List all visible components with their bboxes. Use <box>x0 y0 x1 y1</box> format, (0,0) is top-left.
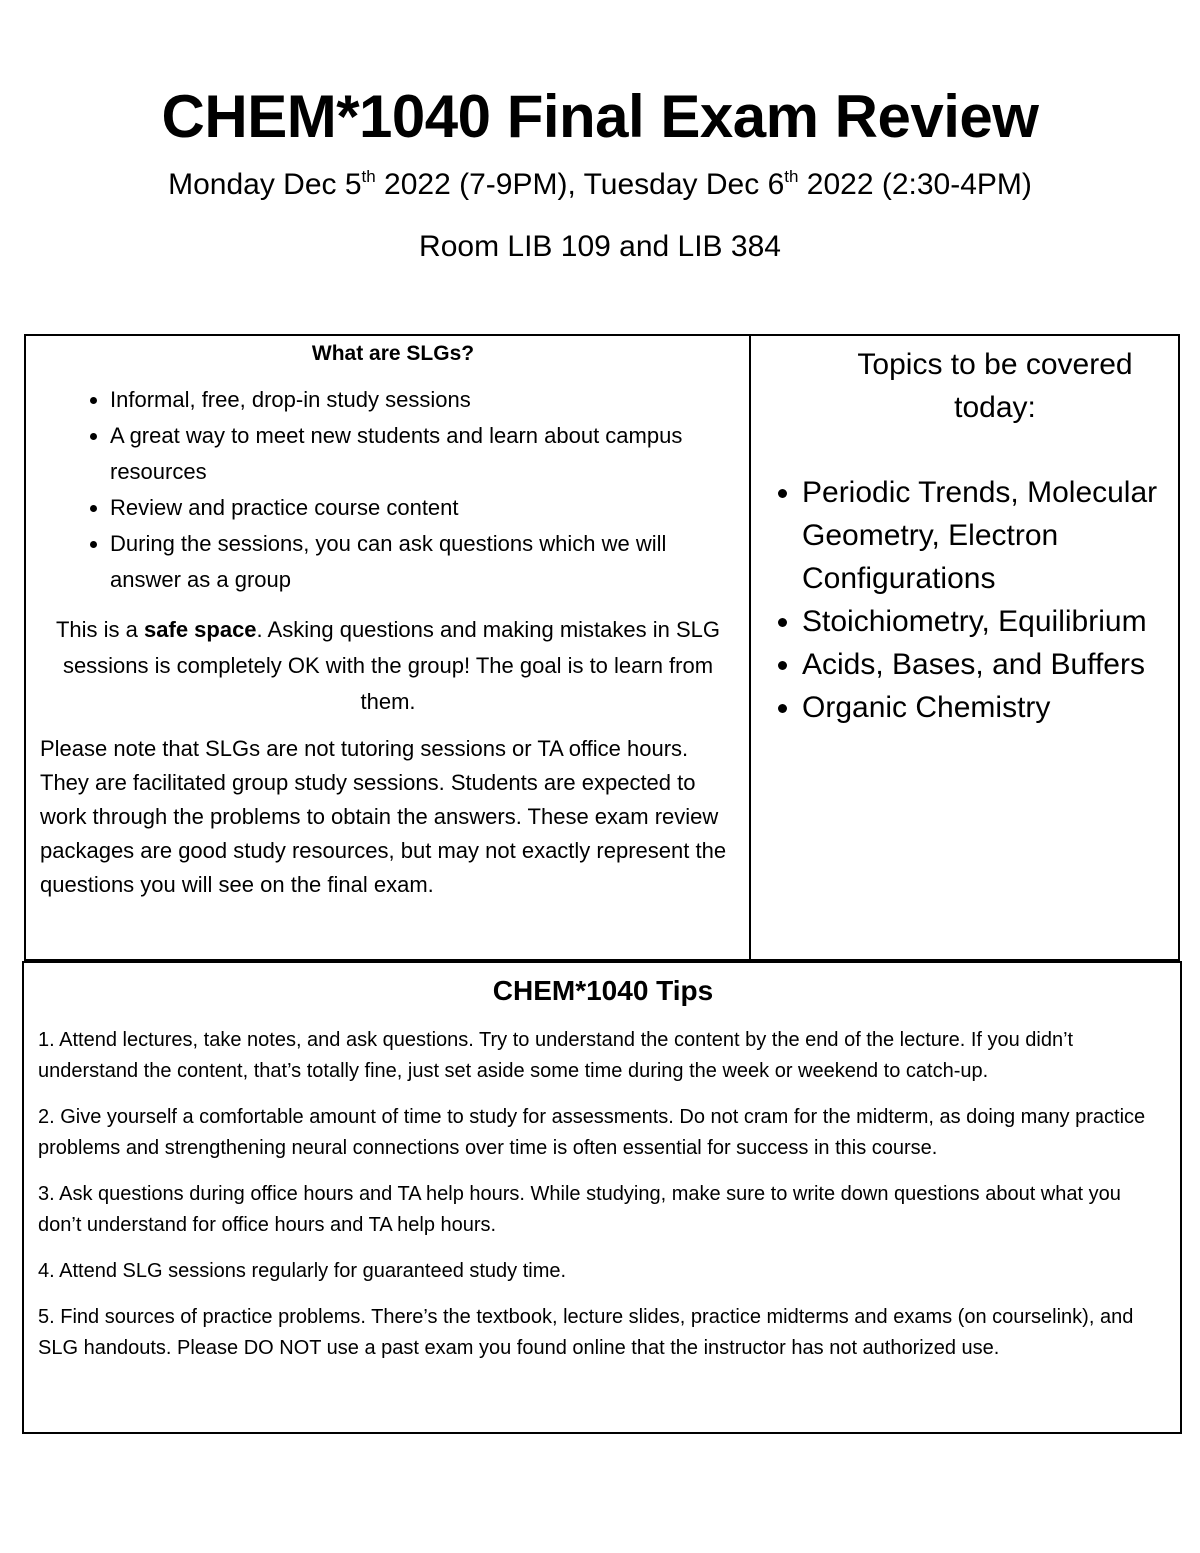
topics-list <box>760 471 1170 729</box>
slg-section <box>38 342 738 902</box>
safe-space-paragraph <box>38 612 738 720</box>
safe-space-suffix: . Asking questions and making mistakes in SLG sessions is completely OK with the group! The goal is to learn from them. <box>62 617 721 714</box>
list-item: • Periodic Trends, Molecular Geometry, Electron Configurations <box>802 471 1170 600</box>
tip-item: 3. Ask questions during office hours and TA help hours. While studying, make sure to write down questions about what you don’t understand for office hours and TA help hours. <box>38 1183 1121 1236</box>
room-info: Room LIB 109 and LIB 384 <box>419 230 781 263</box>
page-title: CHEM*1040 Final Exam Review <box>161 83 1039 150</box>
safe-space-bold: safe space <box>144 617 257 642</box>
topics-section <box>760 343 1170 729</box>
list-item: • Review and practice course content <box>110 490 738 526</box>
topics-heading: Topics to be covered today: <box>857 348 1133 424</box>
date1-text: Monday Dec 5 <box>168 168 362 201</box>
date2-superscript: th <box>784 167 799 186</box>
tips-section <box>38 975 1168 1379</box>
tip-item: 4. Attend SLG sessions regularly for guaranteed study time. <box>38 1260 567 1282</box>
safe-space-prefix: This is a <box>55 617 145 642</box>
tip-item: 2. Give yourself a comfortable amount of time to study for assessments. Do not cram for the midterm, as doing many practice problems and strengthening neural connections over time is often essential for success in this course. <box>38 1106 1146 1159</box>
session-dates <box>0 168 1200 202</box>
tip-item: 1. Attend lectures, take notes, and ask questions. Try to understand the content by the end of the lecture. If you didn’t understand the content, that’s totally fine, just set aside some time during the week or weekend to catch-up. <box>38 1029 1074 1082</box>
list-item: • Organic Chemistry <box>802 686 1170 729</box>
list-item: • Informal, free, drop-in study sessions <box>110 382 738 418</box>
slg-note: Please note that SLGs are not tutoring sessions or TA office hours. They are facilitated group study sessions. Students are expected to work through the problems to obtain the answers. These exam review packages are good study resources, but may not exactly represent the questions you will see on the final exam. <box>40 736 727 897</box>
slg-heading: What are SLGs? <box>311 342 475 365</box>
list-item: • Stoichiometry, Equilibrium <box>802 600 1170 643</box>
date1-superscript: th <box>361 167 376 186</box>
list-item: • A great way to meet new students and learn about campus resources <box>110 418 738 490</box>
list-item: • Acids, Bases, and Buffers <box>802 643 1170 686</box>
tip-item: 5. Find sources of practice problems. There’s the textbook, lecture slides, practice midterms and exams (on courselink), and SLG handouts. Please DO NOT use a past exam you found online that the instructor has not authorized use. <box>38 1306 1134 1359</box>
date2-time: 2022 (2:30-4PM) <box>798 168 1032 201</box>
list-item: • During the sessions, you can ask questions which we will answer as a group <box>110 526 738 598</box>
column-divider <box>749 334 751 963</box>
slg-list <box>38 382 738 598</box>
date2-text: 2022 (7-9PM), Tuesday Dec 6 <box>375 168 785 201</box>
tips-heading: CHEM*1040 Tips <box>492 975 714 1006</box>
